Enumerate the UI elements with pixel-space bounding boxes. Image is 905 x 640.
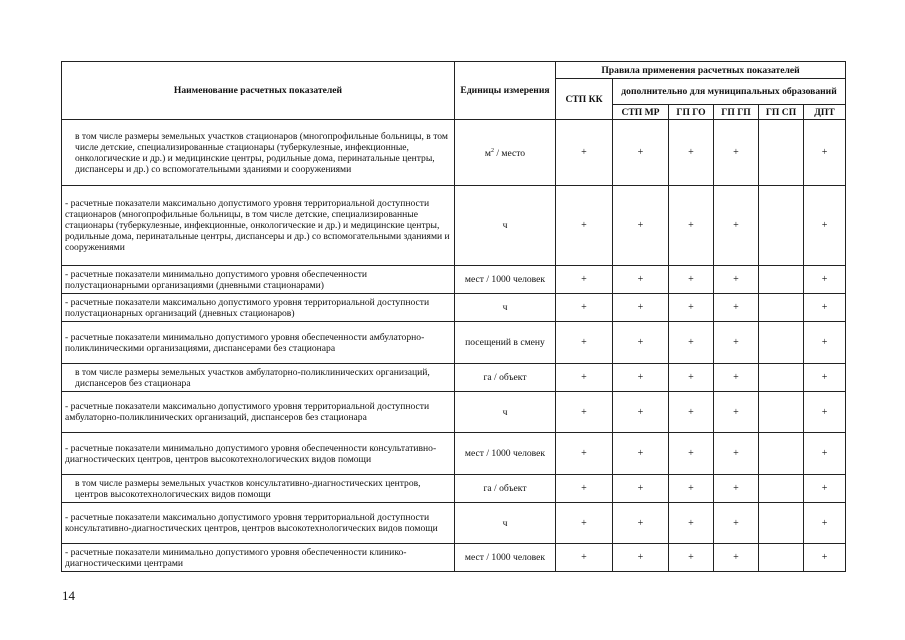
row-name: в том числе размеры земельных участков амбулаторно-поликлинических организаций, диспансеров без стационара	[62, 364, 455, 392]
row-name: - расчетные показатели максимально допустимого уровня территориальной доступности консультативно-диагностических центров, центров высокотехнологических видов помощи	[62, 503, 455, 544]
mark-gp-go: +	[669, 392, 714, 433]
row-unit: га / объект	[455, 475, 556, 503]
mark-stp-kk: +	[556, 266, 613, 294]
mark-stp-kk: +	[556, 392, 613, 433]
mark-gp-sp	[759, 433, 804, 475]
mark-gp-gp: +	[714, 294, 759, 322]
mark-stp-kk: +	[556, 322, 613, 364]
row-name: - расчетные показатели минимально допустимого уровня обеспеченности консультативно-диагностических центров, центров высокотехнологических видов помощи	[62, 433, 455, 475]
mark-gp-sp	[759, 364, 804, 392]
mark-stp-mr: +	[613, 544, 669, 572]
table-row	[62, 266, 846, 294]
mark-gp-sp	[759, 186, 804, 266]
indicators-table	[61, 61, 846, 572]
row-unit: мест / 1000 человек	[455, 266, 556, 294]
row-name: в том числе размеры земельных участков консультативно-диагностических центров, центров высокотехнологических видов помощи	[62, 475, 455, 503]
mark-gp-sp	[759, 544, 804, 572]
row-unit: мест / 1000 человек	[455, 544, 556, 572]
header-stp-mr: СТП МР	[613, 105, 669, 120]
mark-dpt: +	[804, 322, 846, 364]
header-dpt: ДПТ	[804, 105, 846, 120]
row-unit: ч	[455, 294, 556, 322]
mark-gp-sp	[759, 475, 804, 503]
row-unit: посещений в смену	[455, 322, 556, 364]
row-name: в том числе размеры земельных участков стационаров (многопрофильные больницы, в том числе детские, специализированные стационары (туберкулезные, инфекционные, онкологические и др.) и медицинские центры, родильные дома, перинатальные центры, диспансеры и др.) со вспомогательными зданиями и сооружениями	[62, 120, 455, 186]
mark-stp-kk: +	[556, 186, 613, 266]
mark-gp-sp	[759, 120, 804, 186]
mark-gp-go: +	[669, 186, 714, 266]
mark-stp-kk: +	[556, 120, 613, 186]
mark-stp-mr: +	[613, 433, 669, 475]
mark-stp-mr: +	[613, 120, 669, 186]
table-row	[62, 544, 846, 572]
row-unit: га / объект	[455, 364, 556, 392]
table-row	[62, 392, 846, 433]
header-gp-sp: ГП СП	[759, 105, 804, 120]
header-unit-column: Единицы измерения	[455, 62, 556, 120]
header-gp-gp: ГП ГП	[714, 105, 759, 120]
mark-dpt: +	[804, 475, 846, 503]
mark-stp-mr: +	[613, 503, 669, 544]
header-stp-kk: СТП КК	[556, 79, 613, 120]
table-row	[62, 433, 846, 475]
mark-gp-go: +	[669, 266, 714, 294]
header-name-column: Наименование расчетных показателей	[62, 62, 455, 120]
mark-gp-go: +	[669, 294, 714, 322]
mark-gp-gp: +	[714, 544, 759, 572]
row-name: - расчетные показатели максимально допустимого уровня территориальной доступности полустационарных организаций (дневных стационаров)	[62, 294, 455, 322]
header-gp-go: ГП ГО	[669, 105, 714, 120]
mark-stp-kk: +	[556, 503, 613, 544]
mark-dpt: +	[804, 392, 846, 433]
row-unit: ч	[455, 392, 556, 433]
mark-dpt: +	[804, 503, 846, 544]
row-name: - расчетные показатели максимально допустимого уровня территориальной доступности амбулаторно-поликлинических организаций, диспансеров без стационара	[62, 392, 455, 433]
mark-stp-kk: +	[556, 294, 613, 322]
table-row	[62, 294, 846, 322]
table-row	[62, 364, 846, 392]
table-row	[62, 186, 846, 266]
mark-gp-go: +	[669, 544, 714, 572]
header-additional: дополнительно для муниципальных образований	[613, 79, 846, 105]
mark-gp-go: +	[669, 322, 714, 364]
page-number: 14	[62, 588, 75, 603]
mark-gp-sp	[759, 294, 804, 322]
mark-gp-go: +	[669, 433, 714, 475]
mark-stp-kk: +	[556, 475, 613, 503]
mark-stp-mr: +	[613, 364, 669, 392]
mark-gp-gp: +	[714, 120, 759, 186]
mark-gp-sp	[759, 392, 804, 433]
mark-stp-mr: +	[613, 392, 669, 433]
mark-gp-gp: +	[714, 503, 759, 544]
mark-gp-gp: +	[714, 433, 759, 475]
mark-gp-sp	[759, 266, 804, 294]
table-row	[62, 120, 846, 186]
row-name: - расчетные показатели минимально допустимого уровня обеспеченности амбулаторно-поликлиническими организациями, диспансерами без стационара	[62, 322, 455, 364]
mark-gp-go: +	[669, 364, 714, 392]
row-name: - расчетные показатели минимально допустимого уровня обеспеченности клинико-диагностическими центрами	[62, 544, 455, 572]
header-rules-column: Правила применения расчетных показателей	[556, 62, 846, 79]
mark-stp-kk: +	[556, 433, 613, 475]
mark-gp-go: +	[669, 503, 714, 544]
mark-stp-mr: +	[613, 266, 669, 294]
row-unit: ч	[455, 503, 556, 544]
mark-dpt: +	[804, 294, 846, 322]
mark-dpt: +	[804, 120, 846, 186]
mark-stp-kk: +	[556, 364, 613, 392]
mark-gp-gp: +	[714, 266, 759, 294]
mark-gp-gp: +	[714, 364, 759, 392]
mark-gp-gp: +	[714, 322, 759, 364]
row-unit: мест / 1000 человек	[455, 433, 556, 475]
mark-dpt: +	[804, 433, 846, 475]
mark-dpt: +	[804, 544, 846, 572]
row-unit: $м^2$ / место	[455, 120, 556, 186]
table-row	[62, 503, 846, 544]
mark-gp-go: +	[669, 475, 714, 503]
mark-stp-mr: +	[613, 186, 669, 266]
mark-stp-mr: +	[613, 475, 669, 503]
row-name: - расчетные показатели минимально допустимого уровня обеспеченности полустационарными организациями (дневными стационарами)	[62, 266, 455, 294]
mark-gp-gp: +	[714, 392, 759, 433]
mark-dpt: +	[804, 266, 846, 294]
row-unit: ч	[455, 186, 556, 266]
mark-stp-kk: +	[556, 544, 613, 572]
mark-gp-gp: +	[714, 186, 759, 266]
table-row	[62, 475, 846, 503]
mark-gp-go: +	[669, 120, 714, 186]
row-name: - расчетные показатели максимально допустимого уровня территориальной доступности стационаров (многопрофильные больницы, в том числе детские, специализированные стационары (туберкулезные, инфекционные, онкологические и др.) и медицинские центры, родильные дома, перинатальные центры, диспансеры и др.) со вспомогательными зданиями и сооружениями	[62, 186, 455, 266]
table-row	[62, 322, 846, 364]
mark-dpt: +	[804, 186, 846, 266]
mark-stp-mr: +	[613, 322, 669, 364]
mark-dpt: +	[804, 364, 846, 392]
mark-gp-gp: +	[714, 475, 759, 503]
mark-stp-mr: +	[613, 294, 669, 322]
mark-gp-sp	[759, 503, 804, 544]
mark-gp-sp	[759, 322, 804, 364]
